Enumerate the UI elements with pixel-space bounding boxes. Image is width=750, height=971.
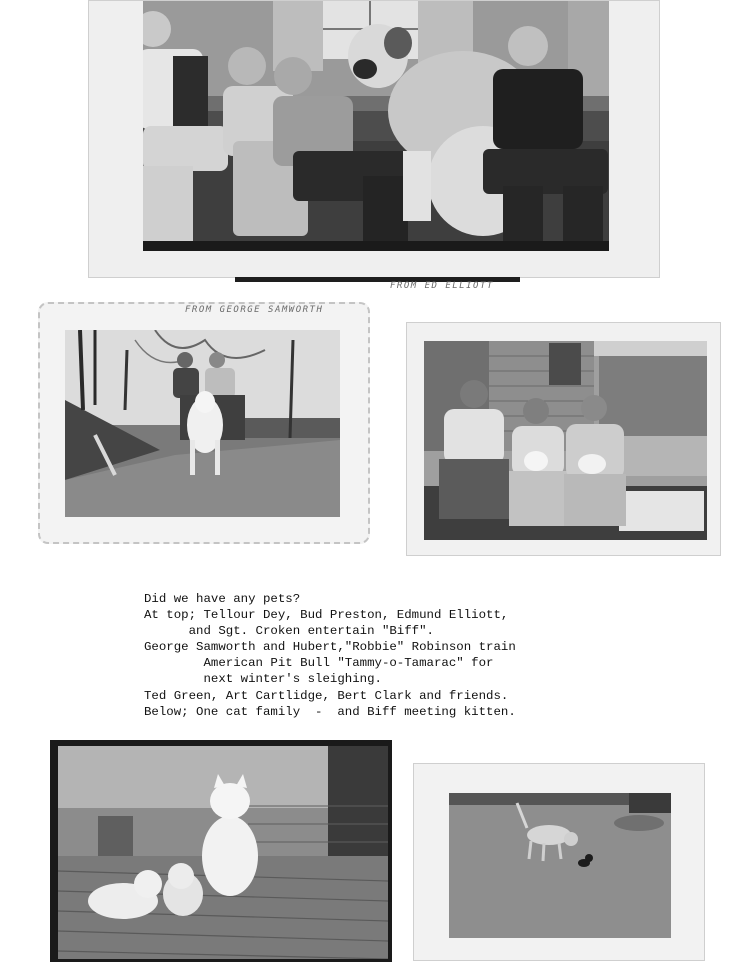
caption-line: and Sgt. Croken entertain "Biff". — [144, 624, 434, 639]
caption-line: Did we have any pets? — [144, 592, 301, 606]
bottom-right-photo-mount — [413, 763, 705, 961]
caption-line: American Pit Bull "Tammy-o-Tamarac" for — [144, 656, 494, 671]
middle-left-photo-mount — [38, 302, 370, 544]
caption-line: next winter's sleighing. — [144, 672, 382, 687]
top-photo-credit: FROM ED ELLIOTT — [390, 281, 494, 291]
top-photo-mount — [88, 0, 660, 278]
middle-right-photo-mount — [406, 322, 721, 556]
middle-right-photo-three-men-with-cats — [424, 341, 707, 540]
caption-line: Ted Green, Art Cartlidge, Bert Clark and friends. — [144, 688, 509, 703]
caption-line: Below; One cat family - and Biff meeting kitten. — [144, 704, 516, 719]
middle-left-photo-credit: FROM GEORGE SAMWORTH — [185, 305, 324, 315]
caption-text — [144, 591, 516, 720]
bottom-left-photo-cat-family — [58, 746, 388, 959]
caption-line: At top; Tellour Dey, Bud Preston, Edmund Elliott, — [144, 608, 509, 623]
caption-line: George Samworth and Hubert,"Robbie" Robinson train — [144, 640, 516, 655]
middle-left-photo-men-with-pit-bull — [65, 330, 340, 517]
top-photo-men-with-dog — [143, 1, 609, 251]
bottom-right-photo-dog-meets-kitten — [449, 793, 671, 938]
bottom-left-photo-mount — [50, 740, 392, 962]
